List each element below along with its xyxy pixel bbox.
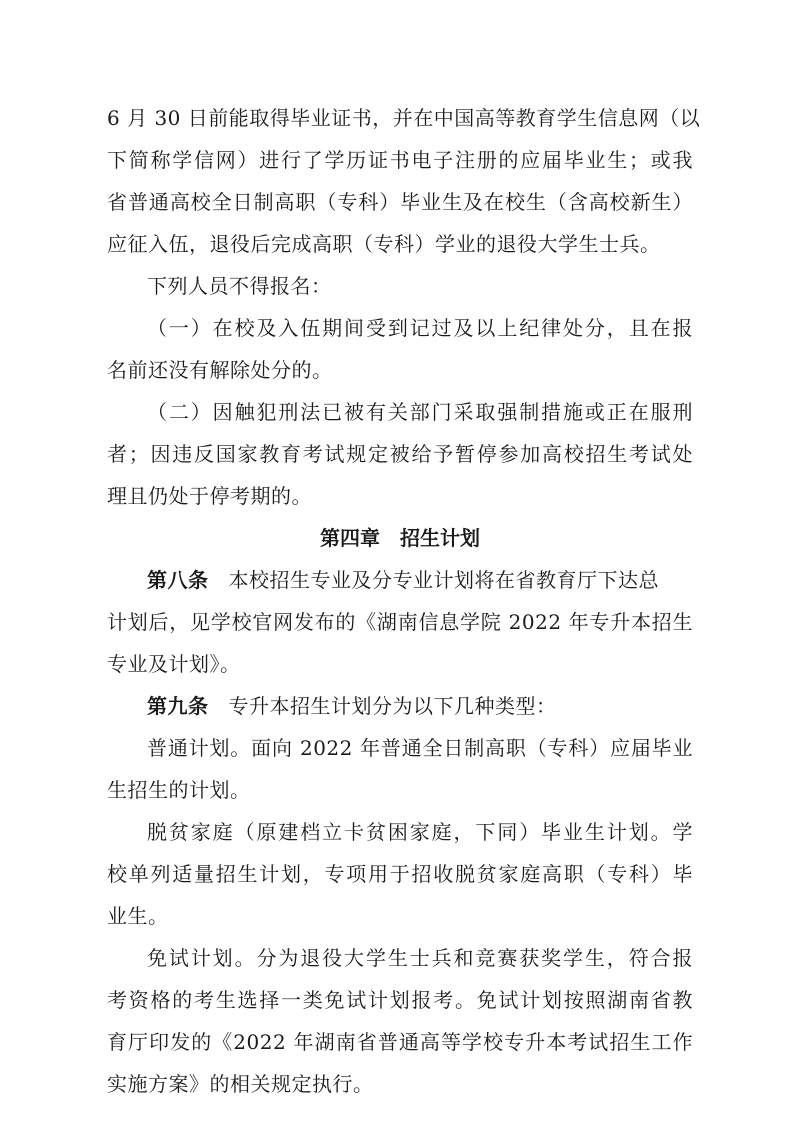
body-line: 生招生的计划。 xyxy=(107,778,251,802)
body-line: 者；因违反国家教育考试规定被给予暂停参加高校招生考试处 xyxy=(107,442,693,466)
chapter-heading: 第四章 招生计划 xyxy=(320,526,480,550)
article-8-line xyxy=(147,565,693,595)
body-line: 计划后，见学校官网发布的《湖南信息学院 2022 年专升本招生 xyxy=(107,610,693,634)
body-line: 名前还没有解除处分的。 xyxy=(107,358,333,382)
body-line: 业生。 xyxy=(107,904,169,928)
body-line: 考资格的考生选择一类免试计划报考。免试计划按照湖南省教 xyxy=(107,988,693,1012)
body-line: 下简称学信网）进行了学历证书电子注册的应届毕业生；或我 xyxy=(107,148,693,172)
body-line: 下列人员不得报名： xyxy=(147,274,332,298)
article-9-label: 第九条 xyxy=(147,694,209,718)
body-line: 专业及计划》。 xyxy=(107,652,241,676)
body-line: 脱贫家庭（原建档立卡贫困家庭，下同）毕业生计划。学 xyxy=(147,820,693,844)
body-line: 校单列适量招生计划，专项用于招收脱贫家庭高职（专科）毕 xyxy=(107,862,693,886)
article-9-line xyxy=(147,691,693,721)
body-line: 免试计划。分为退役大学生士兵和竞赛获奖学生，符合报 xyxy=(147,946,693,970)
article-8-label: 第八条 xyxy=(147,568,209,592)
body-line: 应征入伍，退役后完成高职（专科）学业的退役大学生士兵。 xyxy=(107,232,661,256)
body-line: 6 月 30 日前能取得毕业证书，并在中国高等教育学生信息网（以 xyxy=(107,106,701,130)
body-line: 实施方案》的相关规定执行。 xyxy=(107,1072,374,1096)
body-line: 普通计划。面向 2022 年普通全日制高职（专科）应届毕业 xyxy=(147,736,693,760)
article-8-text: 本校招生专业及分专业计划将在省教育厅下达总 xyxy=(228,568,659,592)
body-line: （二）因触犯刑法已被有关部门采取强制措施或正在服刑 xyxy=(147,400,693,424)
body-line: （一）在校及入伍期间受到记过及以上纪律处分，且在报 xyxy=(147,316,693,340)
article-9-text: 专升本招生计划分为以下几种类型： xyxy=(228,694,557,718)
body-line: 省普通高校全日制高职（专科）毕业生及在校生（含高校新生） xyxy=(107,190,693,214)
body-line: 育厅印发的《2022 年湖南省普通高等学校专升本考试招生工作 xyxy=(107,1030,693,1054)
body-line: 理且仍处于停考期的。 xyxy=(107,484,312,508)
